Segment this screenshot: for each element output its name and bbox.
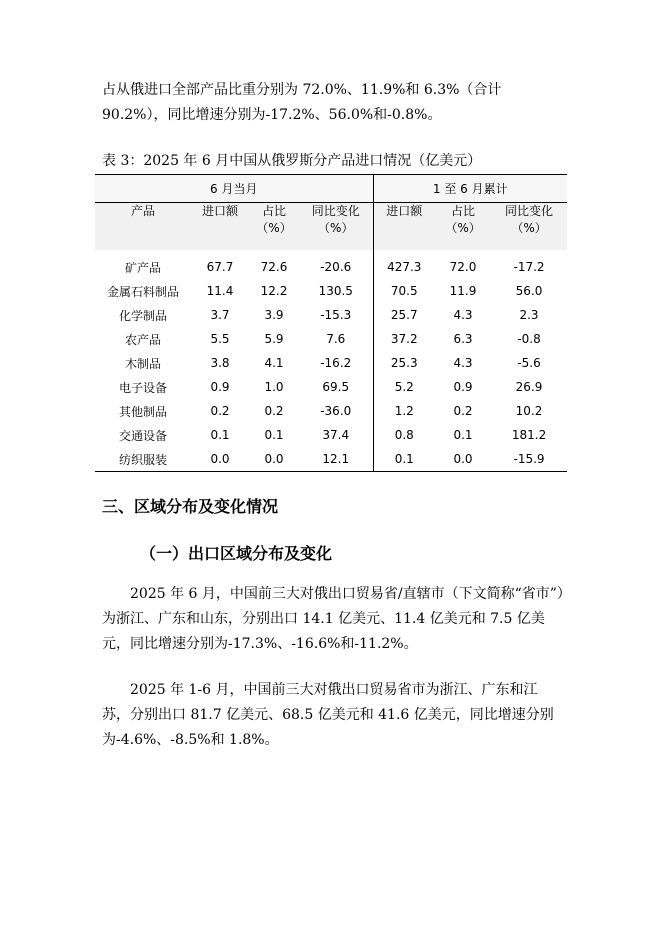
cell-c-yoy: 2.3 <box>519 308 539 322</box>
table-row <box>95 447 567 472</box>
table-row <box>95 303 567 327</box>
cell-m-share: 3.9 <box>264 308 284 322</box>
group-header-cumulative: 1 至 6 月累计 <box>373 175 567 203</box>
cell-product: 农产品 <box>124 332 161 347</box>
cell-m-yoy: 130.5 <box>318 284 353 298</box>
cell-product: 电子设备 <box>118 380 167 395</box>
cell-m-import: 0.9 <box>210 380 230 394</box>
cell-product: 其他制品 <box>118 404 167 419</box>
cell-c-import: 1.2 <box>373 399 435 423</box>
col-header-import-cum: 进口额 <box>373 203 435 251</box>
cell-c-yoy: -0.8 <box>517 332 541 346</box>
group-header-month: 6 月当月 <box>95 175 373 203</box>
column-header-row <box>95 203 567 251</box>
cell-c-share: 11.9 <box>449 284 477 298</box>
cell-m-share: 12.2 <box>260 284 288 298</box>
col-header-product: 产品 <box>95 203 191 251</box>
table-row <box>95 351 567 375</box>
cell-product: 矿产品 <box>124 260 161 275</box>
cell-c-yoy: -17.2 <box>513 260 545 274</box>
cell-c-yoy: -5.6 <box>517 356 541 370</box>
cell-m-import: 0.1 <box>210 428 230 442</box>
cell-c-import: 0.1 <box>373 447 435 472</box>
cell-m-yoy: -16.2 <box>320 356 352 370</box>
cell-c-share: 0.0 <box>435 447 491 472</box>
cell-c-yoy: 26.9 <box>515 380 543 394</box>
cell-product: 化学制品 <box>118 308 167 323</box>
cell-m-share: 0.1 <box>264 428 284 442</box>
cell-c-import: 25.7 <box>373 303 435 327</box>
cell-c-share: 0.1 <box>453 428 473 442</box>
product-import-table <box>95 174 567 472</box>
section-title: 三、区域分布及变化情况 <box>102 497 279 516</box>
cell-m-import: 67.7 <box>206 260 234 274</box>
cell-m-import: 3.7 <box>210 308 230 322</box>
col-header-yoy: 同比变化 （%） <box>299 203 373 251</box>
cell-m-import: 0.2 <box>210 404 230 418</box>
cell-c-import: 0.8 <box>373 423 435 447</box>
col-header-share: 占比 （%） <box>249 203 299 251</box>
table-row <box>95 399 567 423</box>
cell-c-share: 72.0 <box>449 260 477 274</box>
group-header-row <box>95 175 567 203</box>
intro-paragraph: 占从俄进口全部产品比重分别为 72.0%、11.9%和 6.3%（合计 90.2%），同比增速分别为-17.2%、56.0%和-0.8%。 <box>102 82 502 123</box>
subsection-title: （一）出口区域分布及变化 <box>140 544 333 563</box>
cell-m-import: 11.4 <box>206 284 234 298</box>
cell-m-yoy: 37.4 <box>322 428 350 442</box>
cell-m-import: 3.8 <box>210 356 230 370</box>
cell-m-share: 0.2 <box>264 404 284 418</box>
cell-product: 木制品 <box>124 356 161 371</box>
col-header-import: 进口额 <box>191 203 249 251</box>
cell-c-yoy: -15.9 <box>491 447 567 472</box>
cell-c-yoy: 56.0 <box>515 284 543 298</box>
cell-product: 金属石料制品 <box>106 284 179 299</box>
cell-m-share: 5.9 <box>264 332 284 346</box>
cell-c-import: 5.2 <box>373 375 435 399</box>
cell-c-share: 4.3 <box>453 356 473 370</box>
table-row <box>95 423 567 447</box>
cell-m-share: 1.0 <box>264 380 284 394</box>
cell-c-yoy: 10.2 <box>515 404 543 418</box>
cell-m-yoy: 7.6 <box>326 332 346 346</box>
cell-c-import: 25.3 <box>373 351 435 375</box>
cell-m-yoy: -36.0 <box>320 404 352 418</box>
col-header-share-cum: 占比 （%） <box>435 203 491 251</box>
paragraph-first-half: 2025 年 1-6 月，中国前三大对俄出口贸易省市为浙江、广东和江苏，分别出口 81.7 亿美元、68.5 亿美元和 41.6 亿美元，同比增速分别为-4.6%、-8.5%和 1.8%。 <box>102 682 554 748</box>
cell-product: 交通设备 <box>118 428 167 443</box>
cell-product: 纺织服装 <box>95 447 191 472</box>
cell-m-yoy: 12.1 <box>299 447 373 472</box>
table-row <box>95 279 567 303</box>
cell-m-yoy: -20.6 <box>320 260 352 274</box>
cell-c-share: 6.3 <box>453 332 473 346</box>
cell-m-share: 4.1 <box>264 356 284 370</box>
col-header-yoy-cum: 同比变化 （%） <box>491 203 567 251</box>
cell-c-yoy: 181.2 <box>511 428 547 442</box>
table-row <box>95 327 567 351</box>
table-row <box>95 255 567 279</box>
cell-c-share: 0.2 <box>453 404 473 418</box>
cell-c-import: 37.2 <box>373 327 435 351</box>
cell-m-yoy: -15.3 <box>320 308 352 322</box>
cell-m-import: 5.5 <box>210 332 230 346</box>
cell-c-share: 0.9 <box>453 380 473 394</box>
cell-c-share: 4.3 <box>453 308 473 322</box>
table-caption: 表 3：2025 年 6 月中国从俄罗斯分产品进口情况（亿美元） <box>102 153 482 169</box>
cell-c-import: 70.5 <box>373 279 435 303</box>
table-row <box>95 375 567 399</box>
cell-m-share: 72.6 <box>260 260 288 274</box>
cell-m-import: 0.0 <box>191 447 249 472</box>
cell-m-yoy: 69.5 <box>322 380 350 394</box>
cell-c-import: 427.3 <box>373 255 435 279</box>
cell-m-share: 0.0 <box>249 447 299 472</box>
paragraph-june: 2025 年 6 月，中国前三大对俄出口贸易省/直辖市（下文简称“省市”）为浙江、广东和山东，分别出口 14.1 亿美元、11.4 亿美元和 7.5 亿美元，同比增速分别为-17.3%、-16.6%和-11.2%。 <box>102 586 564 652</box>
